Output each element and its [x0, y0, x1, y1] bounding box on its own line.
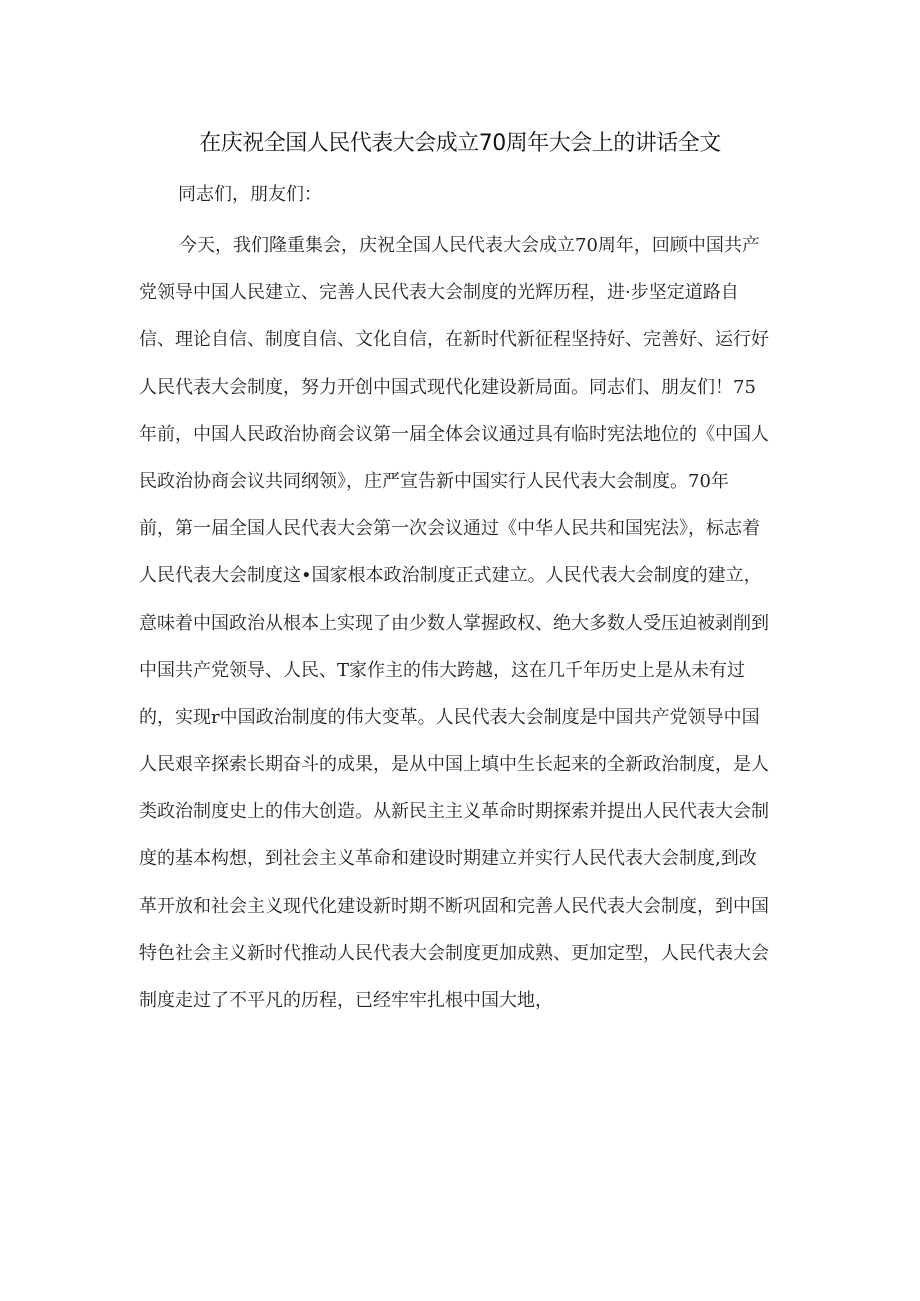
- body-paragraph: [139, 232, 799, 1034]
- body-line: 中国共产党领导、人民、T家作主的伟大跨越，这在几千年历史上是从未有过: [139, 659, 746, 681]
- body-line: 人民艰辛探索长期奋斗的成果，是从中国上填中生长起来的全新政治制度，是人: [139, 754, 769, 776]
- body-line: 前，第一届全国人民代表大会第一次会议通过《中华人民共和国宪法》，标志着: [139, 518, 760, 540]
- body-line: 信、理论自信、制度自信、文化自信，在新时代新征程坚持好、完善好、运行好: [139, 329, 769, 351]
- body-line: 年前，中国人民政治协商会议第一届全体会议通过具有临时宪法地位的《中国人: [139, 423, 769, 445]
- body-line: 今天，我们隆重集会，庆祝全国人民代表大会成立70周年，回顾中国共产: [179, 235, 760, 256]
- body-line: 度的基本构想，到社会主义革命和建设时期建立并实行人民代表大会制度,到改: [139, 848, 757, 870]
- body-line: 类政治制度史上的伟大创造。从新民主主义革命时期探索并提出人民代表大会制: [139, 801, 769, 823]
- body-line: 民政治协商会议共同纲领》，庄严宣告新中国实行人民代表大会制度。70年: [139, 470, 729, 492]
- document-title: 在庆祝全国人民代表大会成立70周年大会上的讲话全文: [199, 131, 721, 156]
- body-line: 意味着中国政治从根本上实现了由少数人掌握政权、绝大多数人受压迫被剥削到: [139, 612, 769, 634]
- body-line: 的，实现r中国政治制度的伟大变革。人民代表大会制度是中国共产党领导中国: [139, 706, 760, 728]
- body-line: 特色社会主义新时代推动人民代表大会制度更加成熟、更加定型，人民代表大会: [139, 942, 769, 964]
- body-line: 制度走过了不平凡的历程，已经牢牢扎根中国大地，: [139, 990, 553, 1011]
- greeting-line: 同志们，朋友们：: [178, 184, 322, 205]
- body-line: 革开放和社会主义现代化建设新时期不断巩固和完善人民代表大会制度，到中国: [139, 895, 769, 917]
- body-line: 党领导中国人民建立、完善人民代表大会制度的光辉历程，进·步坚定道路自: [139, 282, 739, 304]
- body-line: 人民代表大会制度，努力开创中国式现代化建设新局面。同志们、朋友们！75: [139, 376, 756, 398]
- body-line: 人民代表大会制度这•国家根本政治制度正式建立。人民代表大会制度的建立，: [139, 565, 762, 587]
